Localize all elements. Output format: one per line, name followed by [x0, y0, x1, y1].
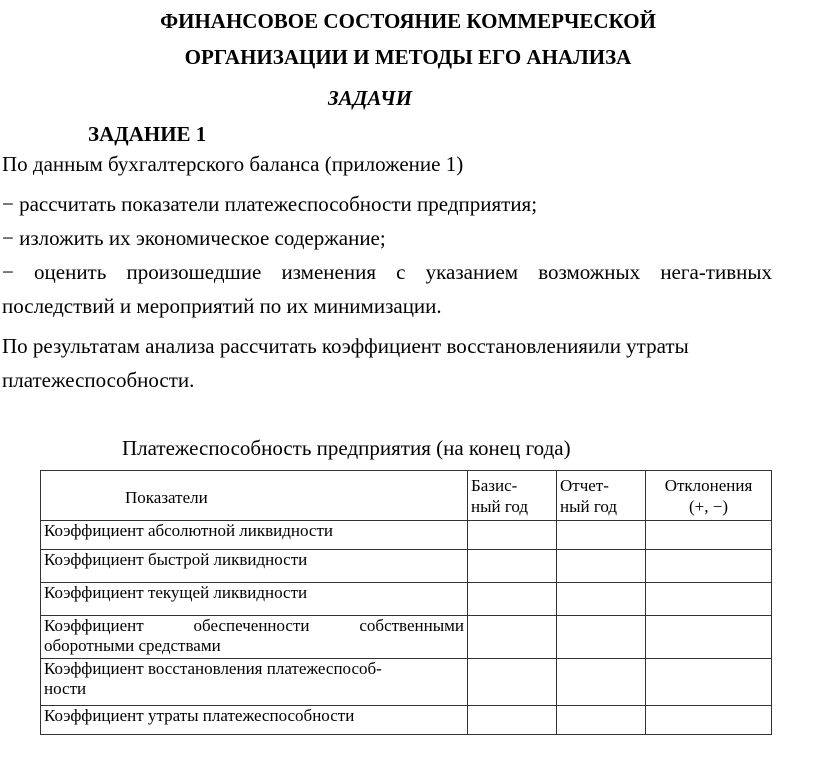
deviation-cell	[646, 583, 772, 616]
table-row	[41, 521, 772, 550]
header-report-year-line-2: ный год	[560, 497, 618, 516]
row-label	[41, 616, 468, 659]
deviation-cell	[646, 521, 772, 550]
table-row	[41, 659, 772, 706]
task-step-2: − изложить их экономическое содержание;	[2, 226, 386, 250]
report-year-cell	[557, 616, 646, 659]
row-label: Коэффициент абсолютной ликвидности	[41, 521, 468, 550]
row-label-line-1: Коэффициент обеспеченности собственными	[44, 616, 464, 635]
row-label-line-2: ности	[44, 679, 87, 698]
row-label	[41, 659, 468, 706]
report-year-cell	[557, 659, 646, 706]
report-year-cell	[557, 583, 646, 616]
base-year-cell	[468, 550, 557, 583]
base-year-cell	[468, 659, 557, 706]
solvency-table	[40, 470, 772, 735]
header-deviation-line-1: Отклонения	[664, 476, 753, 495]
report-year-cell	[557, 706, 646, 735]
base-year-cell	[468, 521, 557, 550]
document-title-line-1: ФИНАНСОВОЕ СОСТОЯНИЕ КОММЕРЧЕСКОЙ	[160, 9, 656, 33]
table-row	[41, 616, 772, 659]
row-label-line-2: оборотными средствами	[44, 636, 221, 655]
task-conclusion: По результатам анализа рассчитать коэффициент восстановленияили утраты	[2, 334, 689, 358]
report-year-cell	[557, 550, 646, 583]
base-year-cell	[468, 583, 557, 616]
task-intro: По данным бухгалтерского баланса (приложение 1)	[2, 152, 464, 176]
header-base-year-line-1: Базис-	[471, 476, 518, 495]
header-base-year-line-2: ный год	[471, 497, 529, 516]
deviation-cell	[646, 616, 772, 659]
deviation-cell	[646, 550, 772, 583]
task-step-1: − рассчитать показатели платежеспособности предприятия;	[2, 192, 538, 216]
row-label: Коэффициент быстрой ликвидности	[41, 550, 468, 583]
header-base-year	[468, 471, 557, 521]
task-step-3: − оценить произошедшие изменения с указанием возможных нега-тивных	[2, 260, 772, 284]
row-label: Коэффициент текущей ликвидности	[41, 583, 468, 616]
base-year-cell	[468, 706, 557, 735]
task-step-3-continued: последствий и мероприятий по их минимизации.	[2, 294, 442, 318]
header-report-year	[557, 471, 646, 521]
table-row	[41, 583, 772, 616]
header-deviation	[646, 471, 772, 521]
task-conclusion-continued: платежеспособности.	[2, 368, 195, 392]
header-deviation-line-2: (+, −)	[689, 497, 728, 516]
row-label: Коэффициент утраты платежеспособности	[41, 706, 468, 735]
deviation-cell	[646, 659, 772, 706]
table-row	[41, 706, 772, 735]
table-row	[41, 550, 772, 583]
section-subtitle: ЗАДАЧИ	[328, 86, 413, 110]
table-caption: Платежеспособность предприятия (на конец года)	[122, 436, 571, 460]
document-title-line-2: ОРГАНИЗАЦИИ И МЕТОДЫ ЕГО АНАЛИЗА	[184, 45, 632, 69]
header-report-year-line-1: Отчет-	[560, 476, 609, 495]
report-year-cell	[557, 521, 646, 550]
base-year-cell	[468, 616, 557, 659]
row-label-line-1: Коэффициент восстановления платежеспособ-	[44, 659, 382, 678]
deviation-cell	[646, 706, 772, 735]
table-header-row	[41, 471, 772, 521]
task-heading: ЗАДАНИЕ 1	[88, 122, 207, 146]
header-indicators: Показатели	[41, 471, 468, 521]
